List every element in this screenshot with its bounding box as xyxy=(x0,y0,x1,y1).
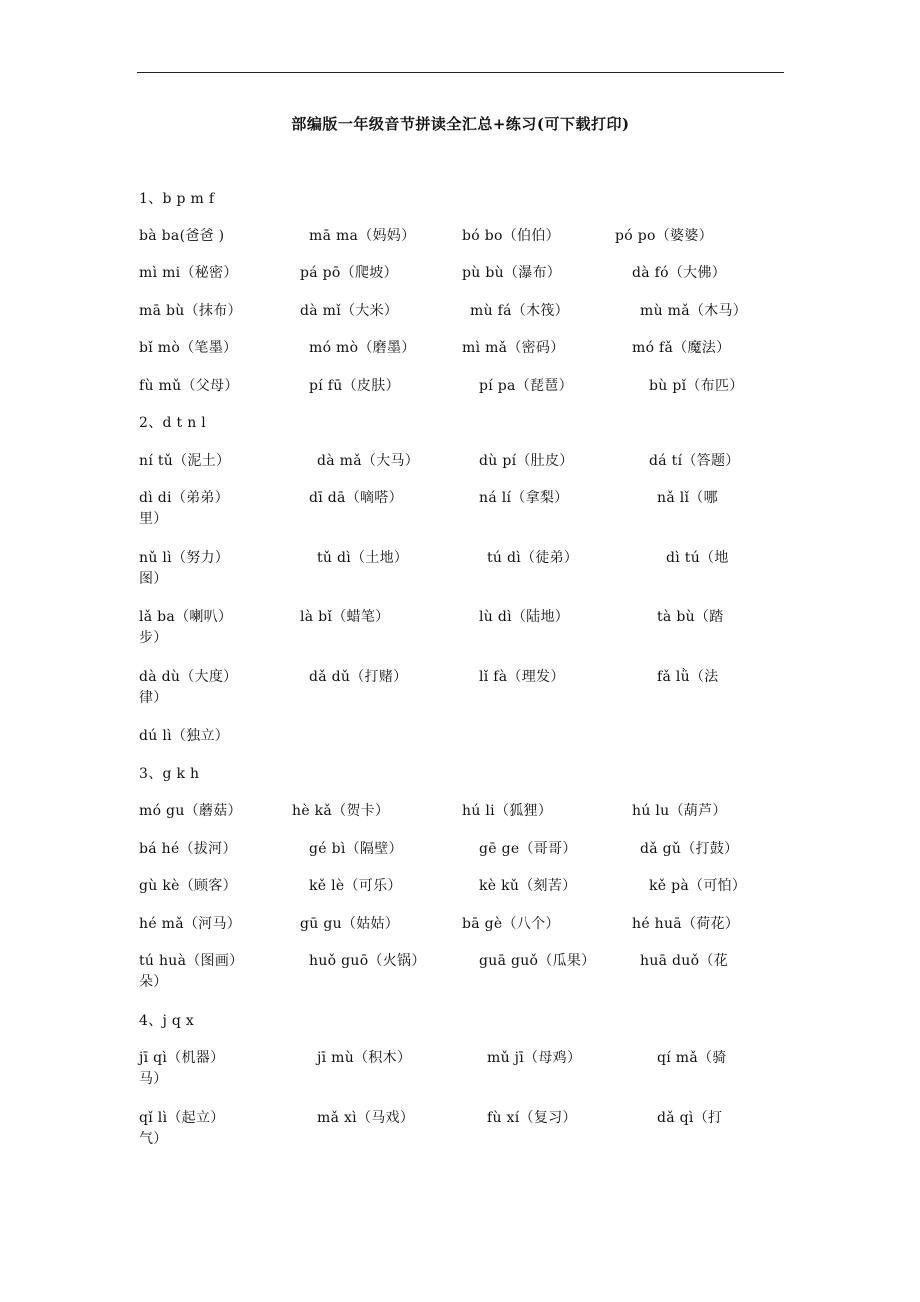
word-wrap: 里） xyxy=(139,511,168,527)
word-wrap: 马） xyxy=(139,1071,168,1087)
word: fǎ lǜ（法 xyxy=(657,669,719,685)
word: lǐ fà（理发） xyxy=(479,669,565,685)
word: dà dù（大度） xyxy=(139,669,238,685)
word: pá pō（爬坡） xyxy=(300,265,398,281)
word-wrap: 气） xyxy=(139,1131,168,1147)
word: bó bo（伯伯） xyxy=(462,228,560,244)
word: hú lu（葫芦） xyxy=(632,803,727,819)
section-header-bpmf: 1、b p m f xyxy=(139,191,215,207)
word: mó mò（磨墨） xyxy=(309,340,416,356)
word: kě lè（可乐） xyxy=(309,878,402,894)
word: gū gu（姑姑） xyxy=(300,916,400,932)
word: dǎ qì（打 xyxy=(657,1110,723,1126)
word: dú lì（独立） xyxy=(139,728,230,744)
word: mì mǎ（密码） xyxy=(462,340,565,356)
word: nǔ lì（努力） xyxy=(139,550,230,566)
word: mǎ xì（马戏） xyxy=(317,1110,415,1126)
word: gù kè（顾客） xyxy=(139,878,237,894)
word-wrap: 图） xyxy=(139,571,168,587)
word: huā duǒ（花 xyxy=(640,953,728,969)
word: ní tǔ（泥土） xyxy=(139,453,231,469)
word: dǎ dǔ（打赌） xyxy=(309,669,408,685)
word: tú dì（徒弟） xyxy=(487,550,579,566)
word: dì di（弟弟） xyxy=(139,490,230,506)
word: dà fó（大佛） xyxy=(632,265,727,281)
word-wrap: 朵） xyxy=(139,974,168,990)
word: jī qì（机器） xyxy=(139,1050,225,1066)
word: huǒ guō（火锅） xyxy=(309,953,426,969)
word: gé bì（隔壁） xyxy=(309,841,403,857)
section-header-dtnl: 2、d t n l xyxy=(139,415,207,431)
word: hé huā（荷花） xyxy=(632,916,740,932)
section-header-gkh: 3、g k h xyxy=(139,766,200,782)
word: dá tí（答题） xyxy=(649,453,740,469)
word: kě pà（可怕） xyxy=(649,878,747,894)
word: là bǐ（蜡笔） xyxy=(300,609,390,625)
word: mǔ jī（母鸡） xyxy=(487,1050,582,1066)
word-wrap: 步） xyxy=(139,630,168,646)
word: guā guǒ（瓜果） xyxy=(479,953,596,969)
page-title: 部编版一年级音节拼读全汇总+练习(可下载打印) xyxy=(291,115,630,133)
word: hé mǎ（河马） xyxy=(139,916,242,932)
word: fù mǔ（父母） xyxy=(139,378,239,394)
word: lǎ ba（喇叭） xyxy=(139,609,233,625)
word: dī dā（嘀嗒） xyxy=(309,490,403,506)
word: tú huà（图画） xyxy=(139,953,244,969)
word: bù pǐ（布匹） xyxy=(649,378,744,394)
word: dù pí（肚皮） xyxy=(479,453,574,469)
word: lù dì（陆地） xyxy=(479,609,570,625)
word: qǐ lì（起立） xyxy=(139,1110,225,1126)
word: bá hé（拔河） xyxy=(139,841,237,857)
word: hú li（狐狸） xyxy=(462,803,553,819)
word: hè kǎ（贺卡） xyxy=(292,803,390,819)
section-header-jqx: 4、j q x xyxy=(139,1013,195,1029)
word: qí mǎ（骑 xyxy=(657,1050,727,1066)
word: tǔ dì（土地） xyxy=(317,550,409,566)
word: fù xí（复习） xyxy=(487,1110,577,1126)
word: ná lí（拿梨） xyxy=(479,490,569,506)
word: gē ge（哥哥） xyxy=(479,841,577,857)
word: mù mǎ（木马） xyxy=(640,303,748,319)
word: bà ba(爸爸 ) xyxy=(139,228,225,244)
word: pí pa（琵琶） xyxy=(479,378,573,394)
word: dà mǐ（大米） xyxy=(300,303,399,319)
word: mì mi（秘密） xyxy=(139,265,238,281)
word: bǐ mò（笔墨） xyxy=(139,340,238,356)
word: dǎ gǔ（打鼓） xyxy=(640,841,739,857)
word: tà bù（踏 xyxy=(657,609,724,625)
word: mù fá（木筏） xyxy=(470,303,569,319)
word: mā ma（妈妈） xyxy=(309,228,416,244)
word-wrap: 律） xyxy=(139,690,168,706)
word: dà mǎ（大马） xyxy=(317,453,420,469)
word: bā gè（八个） xyxy=(462,916,560,932)
word: dì tú（地 xyxy=(666,550,729,566)
word: nǎ lǐ（哪 xyxy=(657,490,718,506)
word: kè kǔ（刻苦） xyxy=(479,878,577,894)
word: pó po（婆婆） xyxy=(615,228,713,244)
word: mā bù（抹布） xyxy=(139,303,242,319)
word: pù bù（瀑布） xyxy=(462,265,562,281)
word: pí fū（皮肤） xyxy=(309,378,400,394)
word: jī mù（积木） xyxy=(317,1050,412,1066)
word: mó gu（蘑菇） xyxy=(139,803,242,819)
top-rule xyxy=(137,72,784,73)
word: mó fǎ（魔法） xyxy=(632,340,731,356)
